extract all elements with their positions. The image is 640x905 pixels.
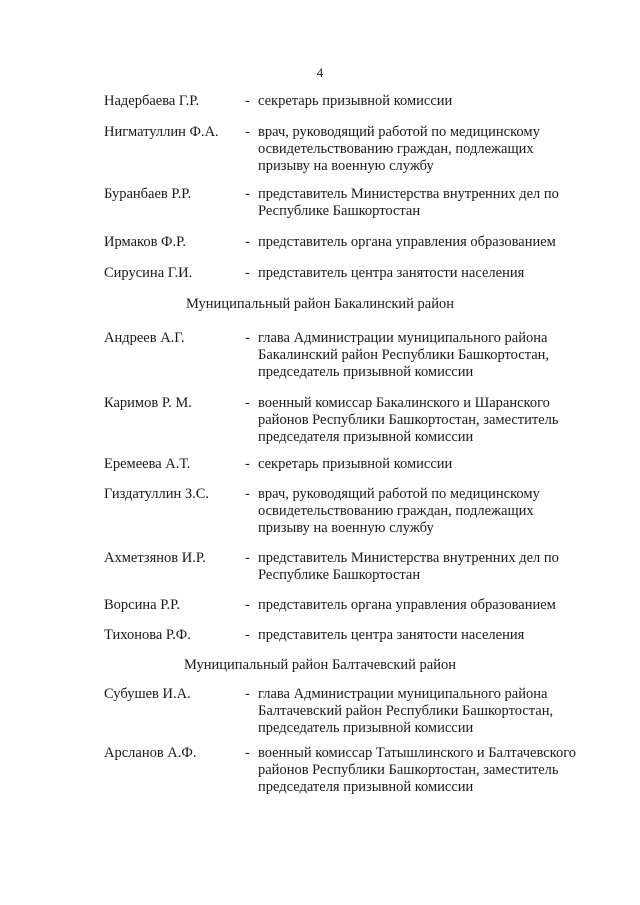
- person-role: представитель органа управления образованием: [258, 597, 556, 613]
- role-dash: -: [245, 234, 250, 250]
- person-name: Буранбаев Р.Р.: [104, 186, 192, 202]
- person-role: секретарь призывной комиссии: [258, 456, 453, 472]
- role-dash: -: [245, 330, 250, 346]
- person-role: врач, руководящий работой по медицинскому освидетельствованию граждан, подлежащих призыву на военную службу: [258, 486, 540, 536]
- person-role: представитель органа управления образованием: [258, 234, 556, 250]
- person-role: секретарь призывной комиссии: [258, 93, 453, 109]
- role-dash: -: [245, 745, 250, 761]
- person-role: глава Администрации муниципального района Бакалинский район Республики Башкортостан, председатель призывной комиссии: [258, 330, 550, 380]
- role-dash: -: [245, 395, 250, 411]
- person-name: Еремеева А.Т.: [104, 456, 191, 472]
- person-name: Гиздатуллин З.С.: [104, 486, 210, 502]
- person-role: представитель центра занятости населения: [258, 265, 525, 281]
- role-dash: -: [245, 550, 250, 566]
- person-name: Субушев И.А.: [104, 686, 191, 702]
- role-dash: -: [245, 456, 250, 472]
- person-role: глава Администрации муниципального района Балтачевский район Республики Башкортостан, председатель призывной комиссии: [258, 686, 554, 736]
- person-name: Тихонова Р.Ф.: [104, 627, 191, 643]
- person-name: Ворсина Р.Р.: [104, 597, 180, 613]
- person-role: врач, руководящий работой по медицинскому освидетельствованию граждан, подлежащих призыву на военную службу: [258, 124, 540, 174]
- role-dash: -: [245, 124, 250, 140]
- person-role: военный комиссар Татышлинского и Балтачевского районов Республики Башкортостан, заместитель председателя призывной комиссии: [258, 745, 577, 795]
- person-name: Сирусина Г.И.: [104, 265, 193, 281]
- role-dash: -: [245, 93, 250, 109]
- role-dash: -: [245, 486, 250, 502]
- role-dash: -: [245, 265, 250, 281]
- person-role: представитель Министерства внутренних дел по Республике Башкортостан: [258, 186, 559, 219]
- role-dash: -: [245, 627, 250, 643]
- role-dash: -: [245, 686, 250, 702]
- section-heading-bakalinsky: Муниципальный район Бакалинский район: [186, 296, 454, 312]
- person-name: Каримов Р. М.: [104, 395, 192, 411]
- role-dash: -: [245, 186, 250, 202]
- page-number: 4: [316, 65, 324, 80]
- role-dash: -: [245, 597, 250, 613]
- person-name: Ирмаков Ф.Р.: [104, 234, 187, 250]
- section-heading-baltachevsky: Муниципальный район Балтачевский район: [183, 657, 457, 673]
- person-name: Арсланов А.Ф.: [104, 745, 197, 761]
- person-name: Надербаева Г.Р.: [104, 93, 200, 109]
- person-role: военный комиссар Бакалинского и Шаранского районов Республики Башкортостан, заместитель председателя призывной комиссии: [258, 395, 559, 445]
- person-name: Нигматуллин Ф.А.: [104, 124, 219, 140]
- person-role: представитель Министерства внутренних дел по Республике Башкортостан: [258, 550, 559, 583]
- person-name: Андреев А.Г.: [104, 330, 185, 346]
- person-role: представитель центра занятости населения: [258, 627, 525, 643]
- person-name: Ахметзянов И.Р.: [104, 550, 206, 566]
